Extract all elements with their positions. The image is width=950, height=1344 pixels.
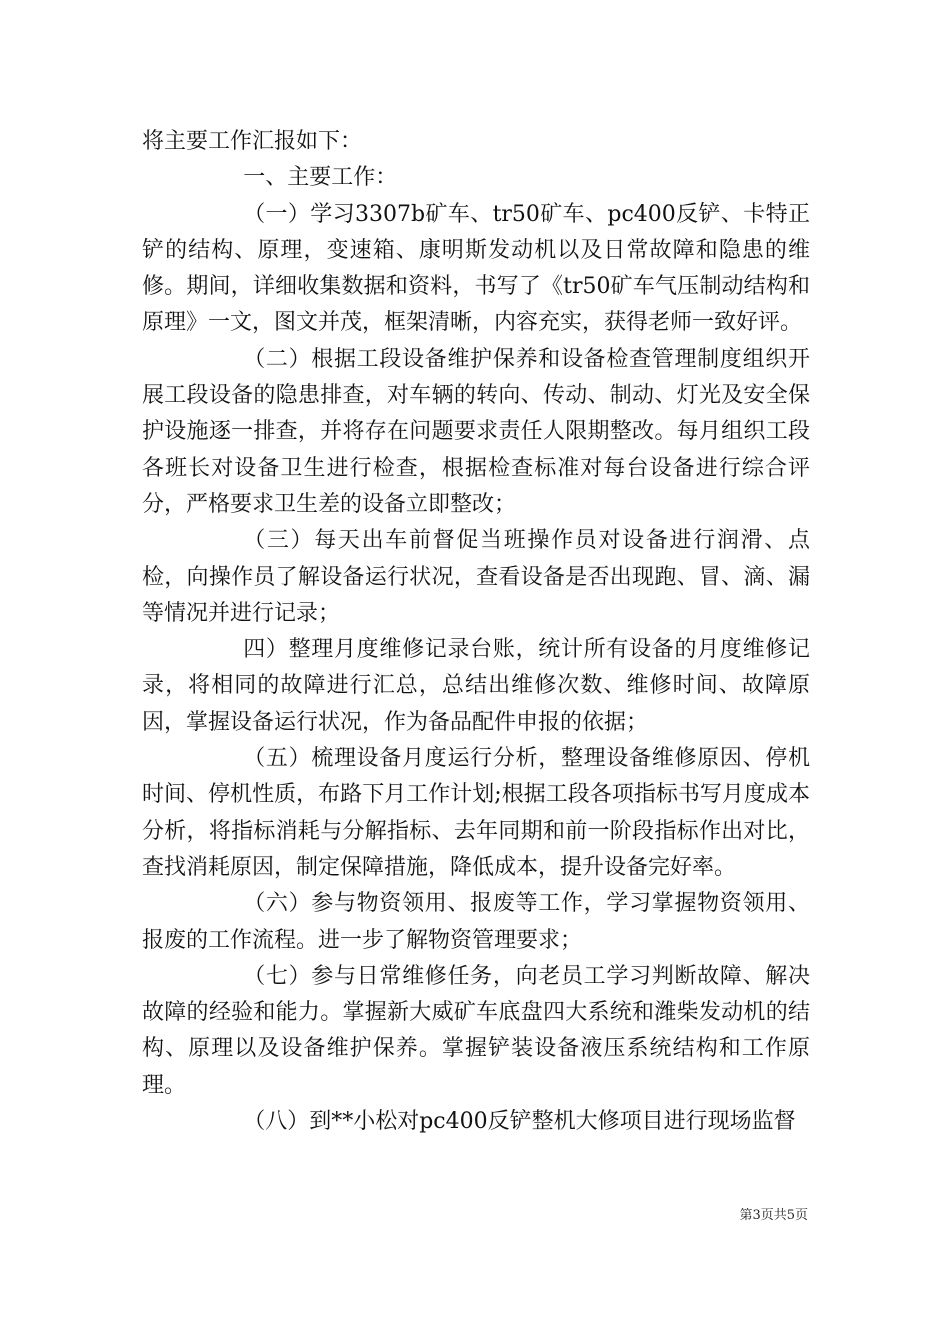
work-item-1: （一）学习3307b矿车、tr50矿车、pc400反铲、卡特正铲的结构、原理，变速箱、康明斯发动机以及日常故障和隐患的维修。期间，详细收集数据和资料，书写了《tr50矿车气压制动结构和原理》一文，图文并茂，框架清晰，内容充实，获得老师一致好评。 <box>142 201 810 336</box>
work-item-5: （五）梳理设备月度运行分析，整理设备维修原因、停机时间、停机性质，布路下月工作计划;根据工段各项指标书写月度成本分析，将指标消耗与分解指标、去年同期和前一阶段指标作出对比，查找消耗原因，制定保障措施，降低成本，提升设备完好率。 <box>142 746 810 880</box>
document-body <box>142 124 810 1140</box>
work-item-6: （六）参与物资领用、报废等工作，学习掌握物资领用、报废的工作流程。进一步了解物资管理要求； <box>142 891 810 953</box>
work-item-3: （三）每天出车前督促当班操作员对设备进行润滑、点检，向操作员了解设备运行状况，查看设备是否出现跑、冒、滴、漏等情况并进行记录； <box>142 528 810 626</box>
work-item-8: （八）到**小松对pc400反铲整机大修项目进行现场监督 <box>243 1109 796 1135</box>
section-heading: 一、主要工作： <box>243 165 398 191</box>
work-item-7: （七）参与日常维修任务，向老员工学习判断故障、解决故障的经验和能力。掌握新大威矿车底盘四大系统和潍柴发动机的结构、原理以及设备维护保养。掌握铲装设备液压系统结构和工作原理。 <box>142 963 810 1098</box>
intro-paragraph: 将主要工作汇报如下： <box>142 129 363 154</box>
work-item-4: 四）整理月度维修记录台账，统计所有设备的月度维修记录，将相同的故障进行汇总，总结出维修次数、维修时间、故障原因，掌握设备运行状况，作为备品配件申报的依据； <box>142 637 810 735</box>
work-item-2: （二）根据工段设备维护保养和设备检查管理制度组织开展工段设备的隐患排查，对车辆的转向、传动、制动、灯光及安全保护设施逐一排查，并将存在问题要求责任人限期整改。每月组织工段各班长对设备卫生进行检查，根据检查标准对每台设备进行综合评分，严格要求卫生差的设备立即整改； <box>142 346 810 517</box>
page-number-footer: 第3页共5页 <box>739 1208 808 1223</box>
